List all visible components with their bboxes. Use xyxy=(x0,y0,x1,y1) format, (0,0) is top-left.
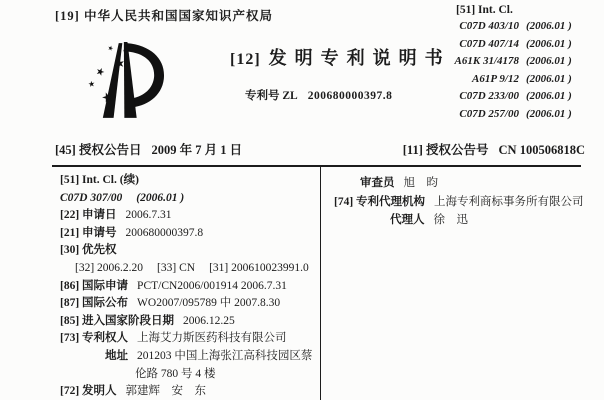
address-line2: 伦路 780 号 4 楼 xyxy=(135,367,216,380)
int-cl-code: C07D 407/14 xyxy=(459,37,519,50)
national-phase-row xyxy=(60,313,316,331)
priority-country: [33] CN xyxy=(157,261,196,274)
int-cl-version: (2006.01 ) xyxy=(526,55,572,68)
int-cl-code: A61P 9/12 xyxy=(472,72,519,85)
priority-row xyxy=(60,242,316,260)
examiner-name: 旭 昀 xyxy=(403,177,438,189)
inventor-row xyxy=(60,383,316,400)
address-row-2 xyxy=(60,366,316,384)
address-label: 地址 xyxy=(105,349,128,362)
doc-title-line xyxy=(230,44,451,70)
int-cl-version: (2006.01 ) xyxy=(136,191,185,204)
patentee-name: 上海艾力斯医药科技有限公司 xyxy=(137,332,287,345)
filing-date: 2006.7.31 xyxy=(125,209,172,222)
priority-date: [32] 2006.2.20 xyxy=(75,261,144,274)
grant-date-label: [45] 授权公告日 xyxy=(55,143,142,157)
horizontal-divider xyxy=(52,165,581,167)
agent-label: 代理人 xyxy=(390,214,425,227)
patent-number: 200680000397.8 xyxy=(307,90,393,102)
agency-label: [74] 专利代理机构 xyxy=(334,195,426,208)
patentee-label: [73] 专利权人 xyxy=(60,332,129,345)
int-cl-continued-entry xyxy=(60,190,316,208)
filing-date-row xyxy=(60,207,316,225)
int-cl-entry xyxy=(420,18,588,36)
filing-date-label: [22] 申请日 xyxy=(60,209,117,222)
national-phase-date: 2006.12.25 xyxy=(183,314,235,327)
examiner-label: 审查员 xyxy=(360,177,395,189)
int-cl-heading: [51] Int. Cl. xyxy=(456,4,513,16)
int-cl-version: (2006.01 ) xyxy=(526,90,572,103)
patent-number-label: 专利号 ZL xyxy=(245,90,298,102)
int-cl-code: C07D 307/00 xyxy=(60,191,123,204)
inventor-label: [72] 发明人 xyxy=(60,385,117,398)
application-number-label: [21] 申请号 xyxy=(60,226,117,239)
grant-number-group xyxy=(403,140,585,158)
priority-number: [31] 200610023991.0 xyxy=(209,261,309,274)
int-cl-version: (2006.01 ) xyxy=(526,20,572,32)
title-block xyxy=(230,44,451,103)
right-bibliographic-column xyxy=(334,174,596,230)
int-cl-entry xyxy=(420,88,588,106)
international-publication-label: [87] 国际公布 xyxy=(60,297,129,310)
grant-number-label: [11] 授权公告号 xyxy=(402,143,489,157)
international-publication-row xyxy=(60,295,316,313)
int-cl-version: (2006.01 ) xyxy=(526,37,572,50)
office-name: [19] 中华人民共和国国家知识产权局 xyxy=(55,9,273,23)
left-bibliographic-column xyxy=(60,172,316,400)
address-row xyxy=(60,348,316,366)
patentee-row xyxy=(60,330,316,348)
int-cl-continued-label: [51] Int. Cl. (续) xyxy=(60,174,139,186)
international-publication: WO2007/095789 中 2007.8.30 xyxy=(137,297,281,310)
agent-name: 徐 迅 xyxy=(433,214,468,227)
int-cl-code: C07D 233/00 xyxy=(459,90,519,103)
vertical-divider xyxy=(320,167,321,400)
international-application-row xyxy=(60,278,316,296)
grant-number: CN 100506818C xyxy=(498,143,585,157)
priority-label: [30] 优先权 xyxy=(60,244,117,257)
int-cl-entry xyxy=(420,53,588,71)
agency-row xyxy=(334,193,596,212)
international-application-label: [86] 国际申请 xyxy=(60,279,129,292)
kind-code: [12] xyxy=(230,51,261,68)
international-application: PCT/CN2006/001914 2006.7.31 xyxy=(137,279,287,292)
int-cl-code: C07D 257/00 xyxy=(459,107,519,120)
int-cl-continued-heading xyxy=(60,172,316,190)
grant-row xyxy=(55,140,585,158)
priority-detail-row xyxy=(60,260,316,278)
int-cl-code: A61K 31/4178 xyxy=(454,55,519,68)
application-number: 200680000397.8 xyxy=(125,226,204,239)
patent-number-line xyxy=(230,87,451,103)
address-line1: 201203 中国上海张江高科技园区蔡 xyxy=(137,349,313,362)
examiner-row xyxy=(334,174,596,193)
int-cl-version: (2006.01 ) xyxy=(526,72,572,85)
sipo-logo-icon xyxy=(86,40,174,122)
int-cl-entry xyxy=(420,106,588,124)
agency-name: 上海专利商标事务所有限公司 xyxy=(434,195,584,208)
grant-date-group xyxy=(55,140,242,158)
doc-title: 发明专利说明书 xyxy=(268,48,451,68)
national-phase-label: [85] 进入国家阶段日期 xyxy=(60,314,175,327)
application-number-row xyxy=(60,225,316,243)
int-cl-version: (2006.01 ) xyxy=(526,107,572,120)
int-cl-code: C07D 403/10 xyxy=(459,20,519,32)
agent-row xyxy=(334,211,596,230)
inventor-names: 郭建辉 安 东 xyxy=(125,385,207,398)
int-cl-block xyxy=(420,4,588,124)
int-cl-entry xyxy=(420,36,588,54)
grant-date: 2009 年 7 月 1 日 xyxy=(151,143,243,157)
int-cl-entry xyxy=(420,71,588,89)
